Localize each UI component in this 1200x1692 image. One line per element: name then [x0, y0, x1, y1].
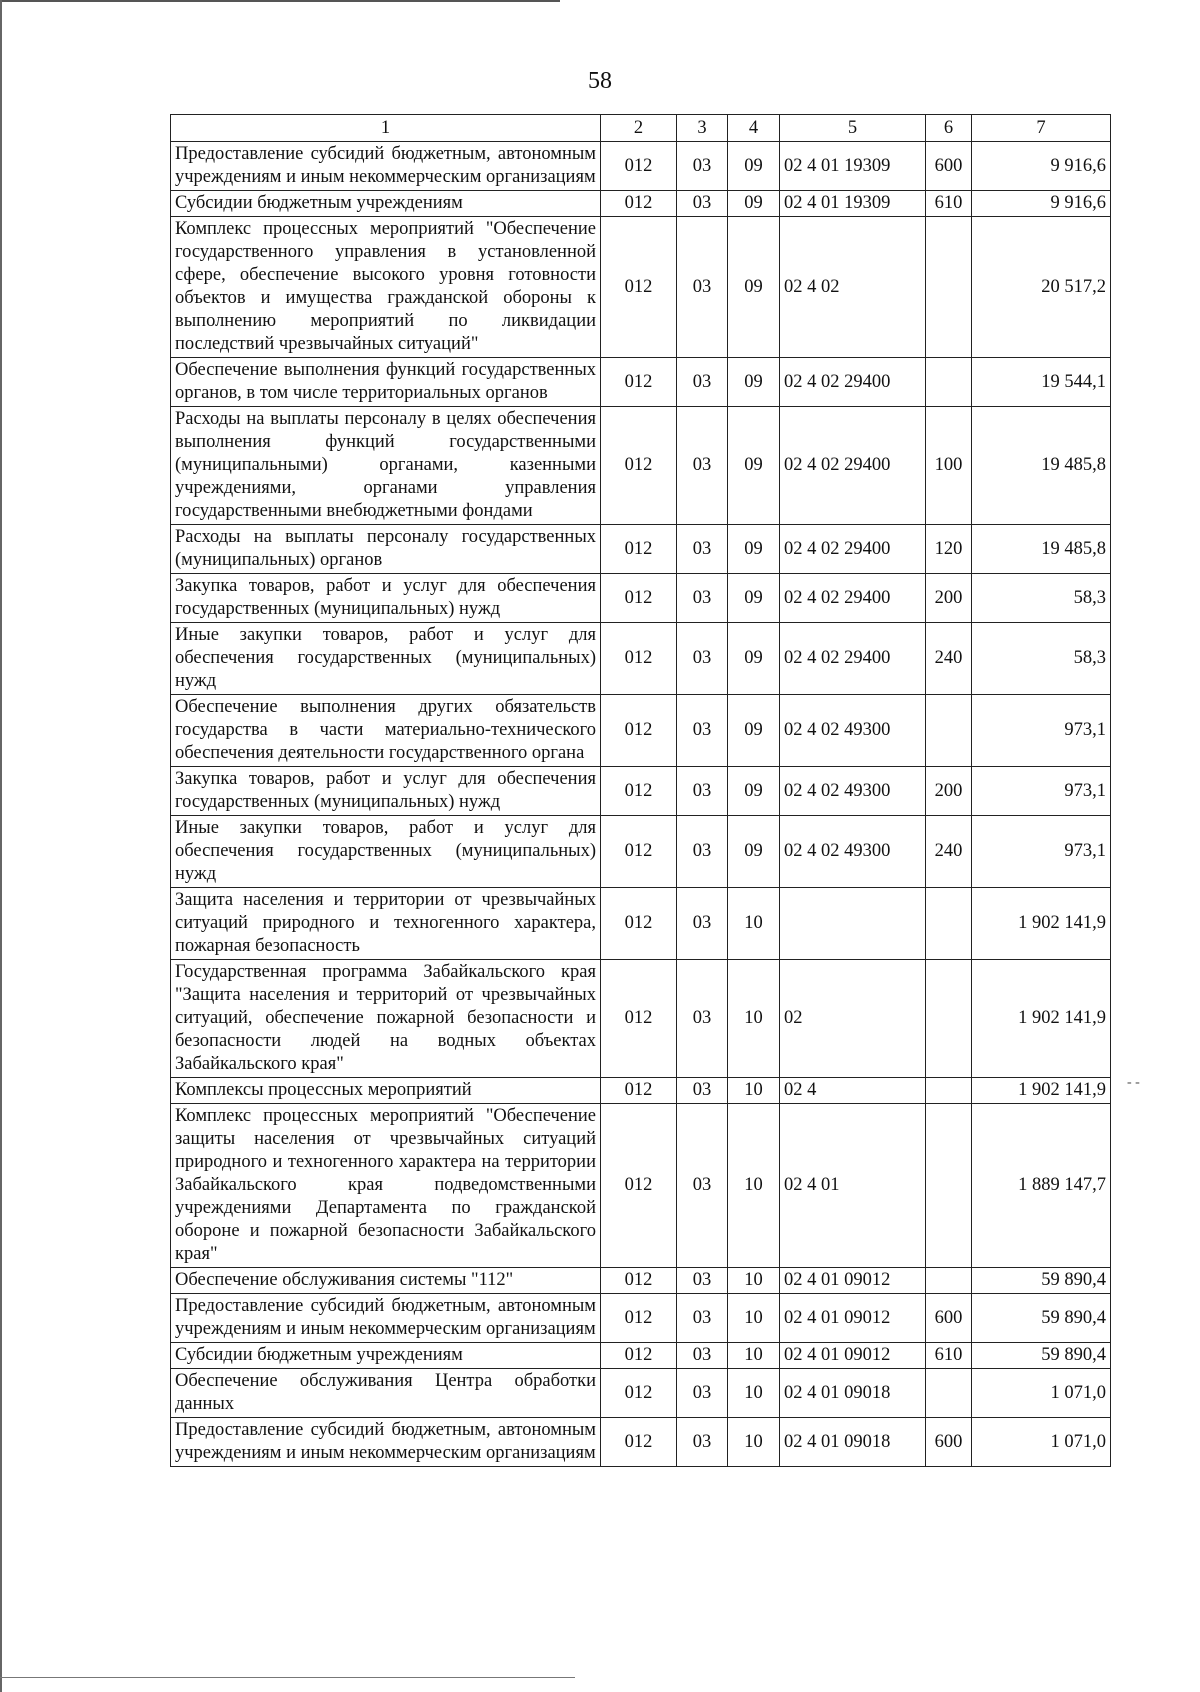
row-col-2: 012	[601, 888, 677, 960]
table-row	[171, 217, 1111, 358]
row-col-2: 012	[601, 217, 677, 358]
row-col-6: 610	[926, 1343, 972, 1369]
table-body	[171, 142, 1111, 1467]
row-name: Иные закупки товаров, работ и услуг для обеспечения государственных (муниципальных) нужд	[171, 816, 601, 888]
row-col-4: 09	[728, 574, 780, 623]
row-col-4: 10	[728, 1369, 780, 1418]
row-col-7: 1 902 141,9	[972, 888, 1111, 960]
scan-speck: - -	[1127, 1075, 1140, 1090]
row-col-7: 973,1	[972, 767, 1111, 816]
row-col-4: 10	[728, 1418, 780, 1467]
row-col-3: 03	[677, 888, 728, 960]
row-col-3: 03	[677, 574, 728, 623]
budget-table	[170, 114, 1111, 1467]
row-col-6: 200	[926, 767, 972, 816]
row-col-6	[926, 217, 972, 358]
row-col-4: 10	[728, 1294, 780, 1343]
table-row	[171, 358, 1111, 407]
row-col-5: 02 4 02	[780, 217, 926, 358]
row-col-2: 012	[601, 574, 677, 623]
row-col-2: 012	[601, 695, 677, 767]
table-row	[171, 816, 1111, 888]
row-col-5: 02 4 02 29400	[780, 574, 926, 623]
row-name: Обеспечение обслуживания системы "112"	[171, 1268, 601, 1294]
row-col-5: 02 4 02 49300	[780, 816, 926, 888]
row-col-5: 02 4	[780, 1078, 926, 1104]
row-col-4: 09	[728, 217, 780, 358]
row-col-6	[926, 1078, 972, 1104]
row-name: Предоставление субсидий бюджетным, автономным учреждениям и иным некоммерческим организациям	[171, 142, 601, 191]
row-col-5: 02 4 01 19309	[780, 142, 926, 191]
row-col-3: 03	[677, 1418, 728, 1467]
row-name: Комплексы процессных мероприятий	[171, 1078, 601, 1104]
row-col-4: 10	[728, 960, 780, 1078]
header-col-5: 5	[780, 115, 926, 142]
row-col-7: 1 902 141,9	[972, 1078, 1111, 1104]
row-col-3: 03	[677, 1343, 728, 1369]
row-col-3: 03	[677, 767, 728, 816]
row-col-3: 03	[677, 816, 728, 888]
header-col-6: 6	[926, 115, 972, 142]
row-col-3: 03	[677, 1268, 728, 1294]
row-name: Комплекс процессных мероприятий "Обеспечение защиты населения от чрезвычайных ситуаций природного и техногенного характера на территории Забайкальского края подведомственными учреждениями Департамента по гражданской обороне и пожарной безопасности Забайкальского края"	[171, 1104, 601, 1268]
row-col-5: 02 4 01	[780, 1104, 926, 1268]
row-col-5: 02 4 01 09012	[780, 1294, 926, 1343]
row-col-5: 02 4 01 09018	[780, 1369, 926, 1418]
row-col-4: 10	[728, 1104, 780, 1268]
row-col-2: 012	[601, 142, 677, 191]
row-col-6	[926, 1369, 972, 1418]
row-col-7: 973,1	[972, 816, 1111, 888]
table-row	[171, 1268, 1111, 1294]
row-col-3: 03	[677, 623, 728, 695]
row-col-3: 03	[677, 1294, 728, 1343]
row-col-2: 012	[601, 1104, 677, 1268]
row-col-3: 03	[677, 217, 728, 358]
row-col-3: 03	[677, 960, 728, 1078]
row-col-6	[926, 888, 972, 960]
row-col-3: 03	[677, 191, 728, 217]
row-name: Иные закупки товаров, работ и услуг для обеспечения государственных (муниципальных) нужд	[171, 623, 601, 695]
row-col-2: 012	[601, 623, 677, 695]
row-col-7: 1 071,0	[972, 1418, 1111, 1467]
row-col-7: 19 544,1	[972, 358, 1111, 407]
row-name: Государственная программа Забайкальского края "Защита населения и территорий от чрезвычайных ситуаций, обеспечение пожарной безопасности и безопасности людей на водных объектах Забайкальского края"	[171, 960, 601, 1078]
row-col-2: 012	[601, 1268, 677, 1294]
row-col-3: 03	[677, 1104, 728, 1268]
row-col-5: 02 4 02 29400	[780, 525, 926, 574]
row-col-5: 02 4 02 29400	[780, 623, 926, 695]
row-col-5: 02 4 02 29400	[780, 358, 926, 407]
row-col-4: 09	[728, 358, 780, 407]
row-name: Расходы на выплаты персоналу государственных (муниципальных) органов	[171, 525, 601, 574]
row-col-5: 02 4 02 49300	[780, 695, 926, 767]
row-col-3: 03	[677, 525, 728, 574]
row-col-5: 02 4 01 09012	[780, 1268, 926, 1294]
row-col-7: 9 916,6	[972, 191, 1111, 217]
row-col-5	[780, 888, 926, 960]
header-row	[171, 115, 1111, 142]
row-col-5: 02 4 01 19309	[780, 191, 926, 217]
row-col-6: 240	[926, 623, 972, 695]
row-name: Субсидии бюджетным учреждениям	[171, 191, 601, 217]
row-col-7: 58,3	[972, 574, 1111, 623]
row-col-3: 03	[677, 1369, 728, 1418]
scan-edge-left	[0, 0, 2, 1692]
table-row	[171, 960, 1111, 1078]
header-col-4: 4	[728, 115, 780, 142]
row-col-2: 012	[601, 1294, 677, 1343]
row-col-6: 100	[926, 407, 972, 525]
table-row	[171, 525, 1111, 574]
row-col-6	[926, 1268, 972, 1294]
scan-edge-bottom	[0, 1677, 575, 1678]
row-col-4: 09	[728, 191, 780, 217]
row-col-7: 59 890,4	[972, 1294, 1111, 1343]
row-col-7: 1 889 147,7	[972, 1104, 1111, 1268]
header-col-2: 2	[601, 115, 677, 142]
row-col-4: 09	[728, 816, 780, 888]
row-col-4: 09	[728, 695, 780, 767]
row-col-6	[926, 358, 972, 407]
row-col-4: 10	[728, 1078, 780, 1104]
table-row	[171, 767, 1111, 816]
row-col-6	[926, 1104, 972, 1268]
row-col-2: 012	[601, 1418, 677, 1467]
row-col-5: 02	[780, 960, 926, 1078]
row-col-4: 09	[728, 767, 780, 816]
row-col-4: 10	[728, 1343, 780, 1369]
row-name: Обеспечение выполнения других обязательств государства в части материально-технического обеспечения деятельности государственного органа	[171, 695, 601, 767]
row-col-4: 10	[728, 1268, 780, 1294]
row-col-2: 012	[601, 1078, 677, 1104]
row-name: Предоставление субсидий бюджетным, автономным учреждениям и иным некоммерческим организациям	[171, 1294, 601, 1343]
scan-edge-top	[0, 0, 560, 6]
row-col-7: 58,3	[972, 623, 1111, 695]
row-name: Комплекс процессных мероприятий "Обеспечение государственного управления в установленной сфере, обеспечение высокого уровня готовности объектов и имущества гражданской обороны к выполнению мероприятий по ликвидации последствий чрезвычайных ситуаций"	[171, 217, 601, 358]
row-col-2: 012	[601, 525, 677, 574]
table-row	[171, 623, 1111, 695]
row-col-7: 19 485,8	[972, 407, 1111, 525]
row-col-7: 973,1	[972, 695, 1111, 767]
row-col-2: 012	[601, 960, 677, 1078]
table-row	[171, 1343, 1111, 1369]
header-col-3: 3	[677, 115, 728, 142]
row-col-7: 59 890,4	[972, 1343, 1111, 1369]
row-col-3: 03	[677, 142, 728, 191]
row-col-2: 012	[601, 1369, 677, 1418]
page-number: 58	[588, 68, 612, 94]
row-col-6	[926, 960, 972, 1078]
row-col-7: 9 916,6	[972, 142, 1111, 191]
row-col-2: 012	[601, 767, 677, 816]
header-col-1: 1	[171, 115, 601, 142]
row-col-2: 012	[601, 407, 677, 525]
row-name: Закупка товаров, работ и услуг для обеспечения государственных (муниципальных) нужд	[171, 767, 601, 816]
row-col-6: 610	[926, 191, 972, 217]
row-col-4: 09	[728, 407, 780, 525]
row-col-6: 600	[926, 1418, 972, 1467]
row-name: Обеспечение обслуживания Центра обработки данных	[171, 1369, 601, 1418]
header-col-7: 7	[972, 115, 1111, 142]
row-col-3: 03	[677, 695, 728, 767]
row-col-2: 012	[601, 358, 677, 407]
row-col-7: 1 902 141,9	[972, 960, 1111, 1078]
row-col-3: 03	[677, 407, 728, 525]
table-row	[171, 1418, 1111, 1467]
row-col-4: 09	[728, 525, 780, 574]
table-row	[171, 1104, 1111, 1268]
row-col-4: 09	[728, 142, 780, 191]
row-col-3: 03	[677, 358, 728, 407]
row-col-6	[926, 695, 972, 767]
row-col-2: 012	[601, 816, 677, 888]
row-col-7: 59 890,4	[972, 1268, 1111, 1294]
row-col-5: 02 4 02 29400	[780, 407, 926, 525]
row-col-6: 600	[926, 142, 972, 191]
row-col-4: 09	[728, 623, 780, 695]
row-name: Закупка товаров, работ и услуг для обеспечения государственных (муниципальных) нужд	[171, 574, 601, 623]
row-col-5: 02 4 01 09012	[780, 1343, 926, 1369]
row-col-2: 012	[601, 191, 677, 217]
row-col-6: 600	[926, 1294, 972, 1343]
row-col-6: 120	[926, 525, 972, 574]
row-name: Расходы на выплаты персоналу в целях обеспечения выполнения функций государственными (муниципальными) органами, казенными учреждениями, органами управления государственными внебюджетными фондами	[171, 407, 601, 525]
row-name: Обеспечение выполнения функций государственных органов, в том числе территориальных органов	[171, 358, 601, 407]
table-row	[171, 1369, 1111, 1418]
row-col-4: 10	[728, 888, 780, 960]
table-row	[171, 191, 1111, 217]
row-col-3: 03	[677, 1078, 728, 1104]
table-row	[171, 1078, 1111, 1104]
row-name: Субсидии бюджетным учреждениям	[171, 1343, 601, 1369]
row-col-7: 20 517,2	[972, 217, 1111, 358]
row-name: Защита населения и территории от чрезвычайных ситуаций природного и техногенного характера, пожарная безопасность	[171, 888, 601, 960]
row-col-2: 012	[601, 1343, 677, 1369]
table-row	[171, 888, 1111, 960]
row-col-7: 1 071,0	[972, 1369, 1111, 1418]
row-col-7: 19 485,8	[972, 525, 1111, 574]
row-col-5: 02 4 01 09018	[780, 1418, 926, 1467]
row-name: Предоставление субсидий бюджетным, автономным учреждениям и иным некоммерческим организациям	[171, 1418, 601, 1467]
table-row	[171, 695, 1111, 767]
table-row	[171, 407, 1111, 525]
row-col-6: 200	[926, 574, 972, 623]
row-col-5: 02 4 02 49300	[780, 767, 926, 816]
row-col-6: 240	[926, 816, 972, 888]
table-row	[171, 574, 1111, 623]
table-row	[171, 1294, 1111, 1343]
table-row	[171, 142, 1111, 191]
